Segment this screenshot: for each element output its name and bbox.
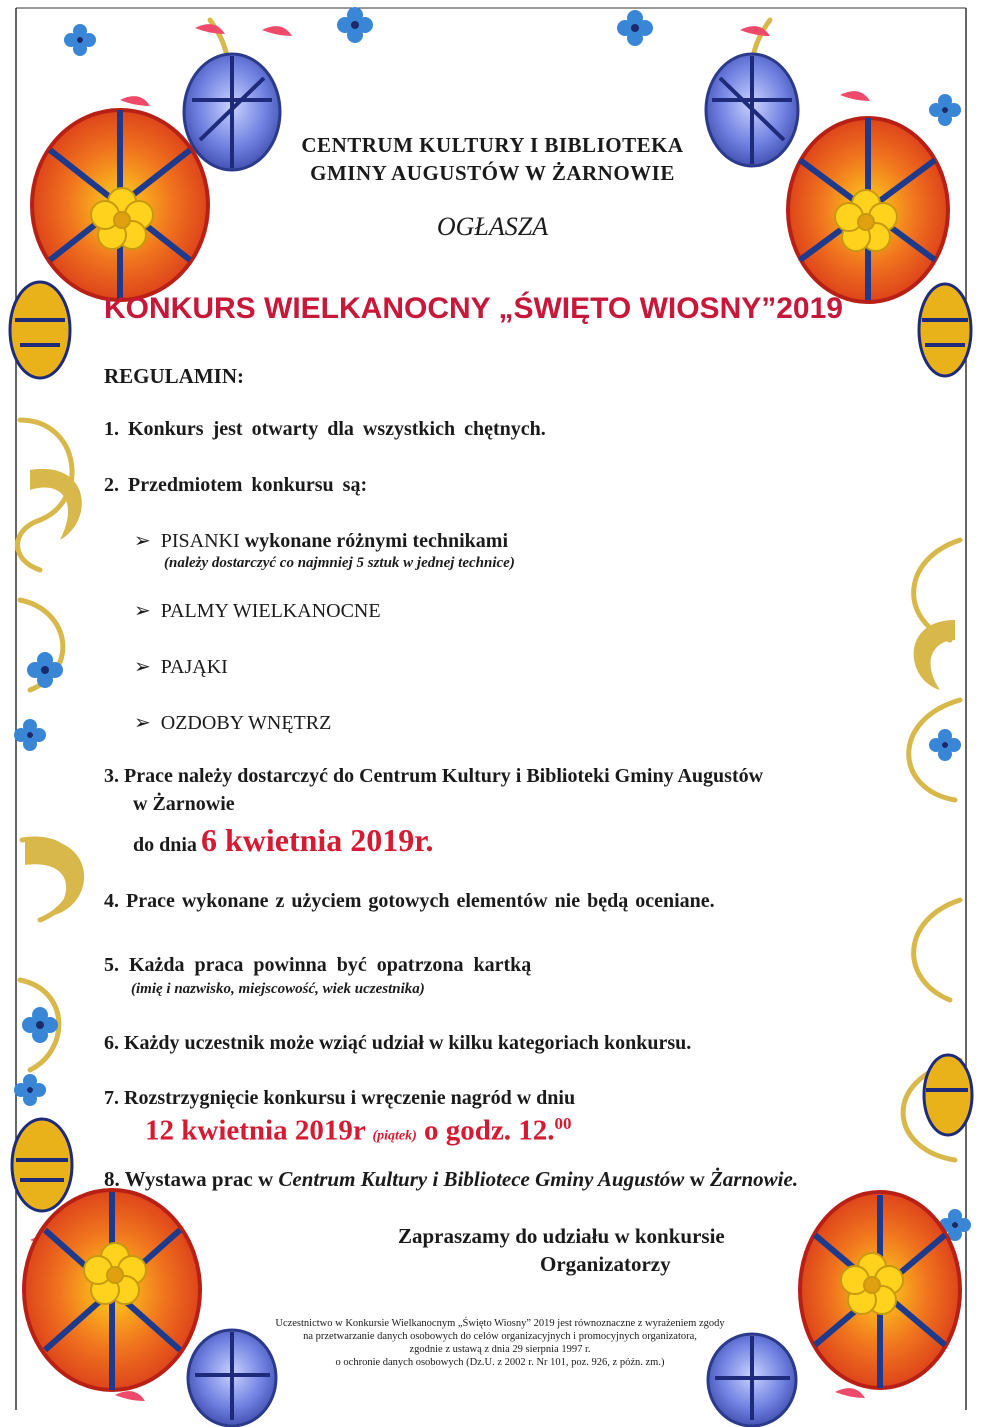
award-date: 12 kwietnia 2019r [145, 1114, 366, 1147]
rule-3-line1: 3. Prace należy dostarczyć do Centrum Kultury i Biblioteki Gminy Augustów [104, 765, 764, 787]
organizer-name-line1: CENTRUM KULTURY I BIBLIOTEKA [301, 133, 684, 157]
rule-5-note: (imię i nazwisko, miejscowość, wiek uczestnika) [131, 981, 425, 997]
category-item-ozdoby [134, 710, 331, 735]
category-description: wykonane różnymi technikami [239, 530, 509, 552]
announces-label: OGŁASZA [436, 212, 549, 241]
category-name: PISANKI [160, 530, 240, 552]
rule-8 [104, 1167, 798, 1192]
rule-5: 5. Każda praca powinna być opatrzona kartką [104, 954, 532, 976]
bullet-arrow-icon: ➢ [134, 656, 151, 678]
rule-7: 7. Rozstrzygnięcie konkursu i wręczenie nagród w dniu [104, 1087, 576, 1109]
gdpr-notice-line1: Uczestnictwo w Konkursie Wielkanocnym „Święto Wiosny” 2019 jest równoznaczne z wyrażeniem zgody [275, 1318, 725, 1329]
bullet-arrow-icon: ➢ [134, 712, 151, 734]
rule-8-prefix: 8. Wystawa prac w [104, 1167, 279, 1191]
rule-4: 4. Prace wykonane z użyciem gotowych elementów nie będą oceniane. [104, 890, 715, 912]
exhibition-place: Centrum Kultury i Bibliotece Gminy Augustów [278, 1167, 685, 1191]
category-item-palmy [134, 598, 381, 623]
invitation-text: Zapraszamy do udziału w konkursie [398, 1224, 725, 1248]
organizer-name-line2: GMINY AUGUSTÓW W ŻARNOWIE [310, 161, 675, 185]
contest-title: KONKURS WIELKANOCNY „ŚWIĘTO WIOSNY”2019 [104, 292, 843, 325]
exhibition-town: Żarnowie. [709, 1167, 799, 1191]
bullet-arrow-icon: ➢ [134, 530, 151, 552]
category-name: PAJĄKI [160, 656, 228, 678]
organizers-signature: Organizatorzy [540, 1252, 671, 1276]
deadline-date: 6 kwietnia 2019r. [200, 822, 434, 858]
rule-7-date-line [145, 1114, 572, 1148]
rule-3-deadline [133, 822, 434, 859]
award-time: o godz. 12. [424, 1114, 555, 1147]
award-weekday: (piątek) [372, 1128, 417, 1144]
category-name: PALMY WIELKANOCNE [160, 600, 381, 622]
bullet-arrow-icon: ➢ [134, 600, 151, 622]
deadline-prefix: do dnia [133, 834, 197, 856]
category-note: (należy dostarczyć co najmniej 5 sztuk w jednej technice) [164, 555, 515, 571]
rule-8-mid: w [684, 1167, 710, 1191]
rule-3-line2: w Żarnowie [133, 793, 235, 815]
gdpr-notice-line2: na przetwarzanie danych osobowych do celów organizacyjnych i promocyjnych organizatora, [303, 1331, 697, 1342]
rule-2: 2. Przedmiotem konkursu są: [104, 474, 368, 496]
category-name: OZDOBY WNĘTRZ [160, 712, 332, 734]
rule-1: 1. Konkurs jest otwarty dla wszystkich chętnych. [104, 418, 546, 440]
award-time-minutes: 00 [554, 1114, 572, 1133]
rule-6: 6. Każdy uczestnik może wziąć udział w kilku kategoriach konkursu. [104, 1032, 692, 1054]
gdpr-notice-line4: o ochronie danych osobowych (Dz.U. z 2002 r. Nr 101, poz. 926, z późn. zm.) [335, 1357, 665, 1368]
category-item-pajaki [134, 654, 228, 679]
gdpr-notice-line3: zgodnie z ustawą z dnia 29 sierpnia 1997 r. [409, 1344, 591, 1355]
rules-heading: REGULAMIN: [104, 364, 244, 388]
category-item-pisanki [134, 528, 508, 553]
